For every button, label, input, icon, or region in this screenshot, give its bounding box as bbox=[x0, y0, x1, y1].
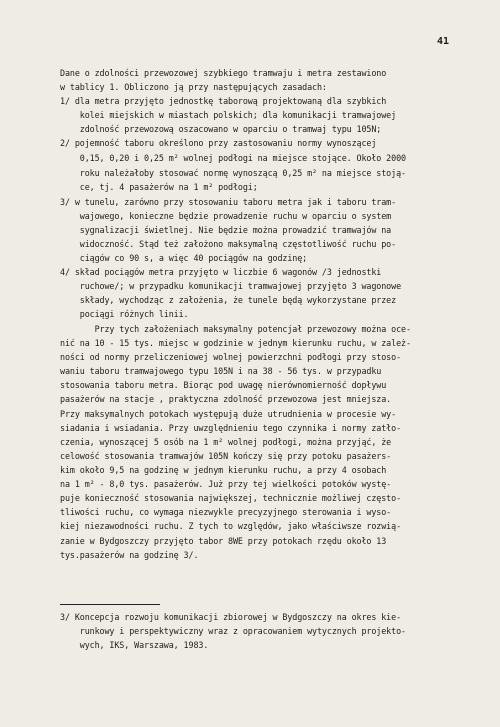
body-line: kim około 9,5 na godzinę w jednym kierunku ruchu, a przy 4 osobach bbox=[60, 465, 387, 475]
footnote-line: wych, IKS, Warszawa, 1983. bbox=[60, 640, 209, 650]
body-line: roku należałoby stosować normę wynoszącą 0,25 m² na miejsce stoją- bbox=[60, 168, 406, 178]
body-line: pasażerów na stacje , praktyczna zdolność przewozowa jest mniejsza. bbox=[60, 394, 392, 404]
body-line: ciągów co 90 s, a więc 40 pociągów na godzinę; bbox=[60, 253, 308, 263]
body-line: ce, tj. 4 pasażerów na 1 m² podłogi; bbox=[60, 182, 258, 192]
body-line: ności od normy przeliczeniowej wolnej powierzchni podłogi przy stoso- bbox=[60, 352, 402, 362]
body-line: stosowania taboru metra. Biorąc pod uwagę nierównomierność dopływu bbox=[60, 380, 387, 390]
body-line: zanie w Bydgoszczy przyjęto tabor 8WE przy potokach rzędu około 13 bbox=[60, 536, 387, 546]
body-line: pociągi różnych linii. bbox=[60, 309, 189, 319]
body-line: nić na 10 - 15 tys. miejsc w godzinie w jednym kierunku ruchu, w zależ- bbox=[60, 338, 411, 348]
body-line: Przy tych założeniach maksymalny potencjał przewozowy można oce- bbox=[60, 324, 411, 334]
body-line: 2/ pojemność taboru określono przy zastosowaniu normy wynoszącej bbox=[60, 138, 377, 148]
body-line: Dane o zdolności przewozowej szybkiego tramwaju i metra zestawiono bbox=[60, 68, 387, 78]
body-line: tys.pasażerów na godzinę 3/. bbox=[60, 550, 199, 560]
body-line: wajowego, konieczne będzie prowadzenie ruchu w oparciu o system bbox=[60, 211, 392, 221]
body-line: Przy maksymalnych potokach występują duże utrudnienia w procesie wy- bbox=[60, 409, 397, 419]
body-line: na 1 m² - 8,0 tys. pasażerów. Już przy tej wielkości potoków wystę- bbox=[60, 479, 392, 489]
body-line: czenia, wynoszącej 5 osób na 1 m² wolnej podłogi, można przyjąć, że bbox=[60, 437, 392, 447]
body-line: zdolność przewozową oszacowano w oparciu o tramwaj typu 105N; bbox=[60, 124, 382, 134]
body-line: widoczność. Stąd też założono maksymalną częstotliwość ruchu po- bbox=[60, 239, 397, 249]
body-line: siadania i wsiadania. Przy uwzględnieniu tego czynnika i normy zatło- bbox=[60, 423, 402, 433]
body-line: ruchowe/; w przypadku komunikacji tramwajowej przyjęto 3 wagonowe bbox=[60, 281, 402, 291]
body-line: tliwości ruchu, co wymaga niezwykle precyzyjnego sterowania i wyso- bbox=[60, 507, 392, 517]
body-line: w tablicy 1. Obliczono ją przy następujących zasadach: bbox=[60, 82, 327, 92]
footnote-divider bbox=[60, 604, 160, 605]
footnote-line: 3/ Koncepcja rozwoju komunikacji zbiorowej w Bydgoszczy na okres kie- bbox=[60, 612, 402, 622]
body-line: puje konieczność stosowania największej, technicznie możliwej często- bbox=[60, 493, 402, 503]
body-line: składy, wychodząc z założenia, że tunele będą wykorzystane przez bbox=[60, 295, 397, 305]
body-line: kolei miejskich w miastach polskich; dla komunikacji tramwajowej bbox=[60, 110, 397, 120]
body-line: 4/ skład pociągów metra przyjęto w liczbie 6 wagonów /3 jednostki bbox=[60, 267, 382, 277]
page-number: 41 bbox=[437, 36, 450, 47]
body-line: sygnalizacji świetlnej. Nie będzie można prowadzić tramwajów na bbox=[60, 225, 392, 235]
body-line: kiej niezawodności ruchu. Z tych to względów, jako właściwsze rozwią- bbox=[60, 521, 402, 531]
body-line: celowość stosowania tramwajów 105N kończy się przy potoku pasażers- bbox=[60, 451, 392, 461]
body-line: 0,15, 0,20 i 0,25 m² wolnej podłogi na miejsce stojące. Około 2000 bbox=[60, 153, 406, 163]
body-line: 1/ dla metra przyjęto jednostkę taborową projektowaną dla szybkich bbox=[60, 96, 387, 106]
body-line: 3/ w tunelu, zarówno przy stosowaniu taboru metra jak i taboru tram- bbox=[60, 197, 397, 207]
footnote-line: runkowy i perspektywiczny wraz z opracowaniem wytycznych projekto- bbox=[60, 626, 406, 636]
body-line: waniu taboru tramwajowego typu 105N i na 38 - 56 tys. w przypadku bbox=[60, 366, 382, 376]
